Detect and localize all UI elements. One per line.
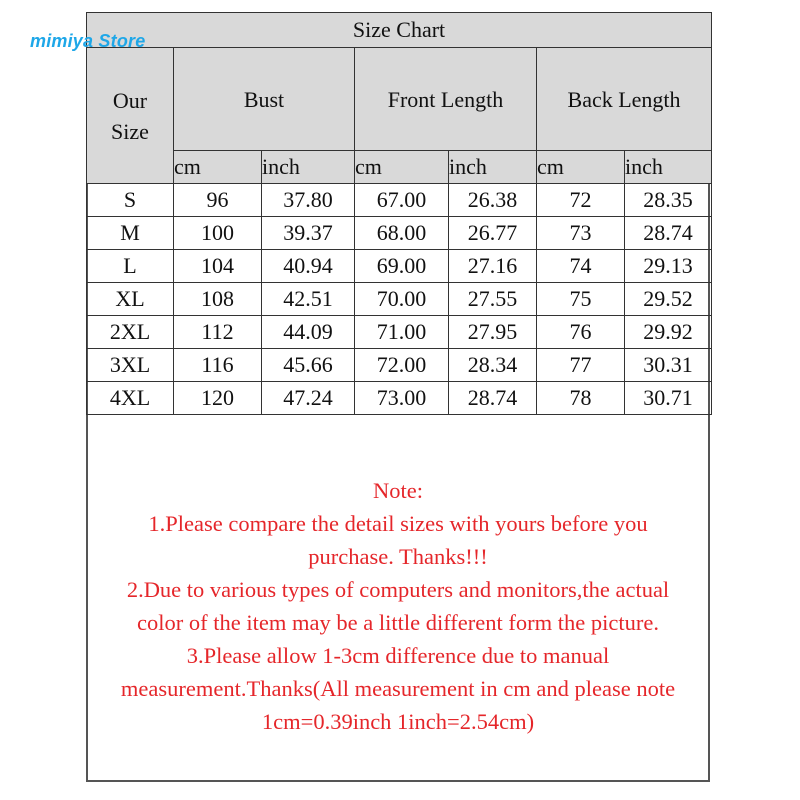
measurement-cell: 39.37: [262, 217, 355, 250]
measurement-cell: 27.16: [449, 250, 537, 283]
measurement-cell: 28.74: [449, 382, 537, 415]
unit-label: cm: [537, 151, 625, 184]
measurement-cell: 29.92: [625, 316, 712, 349]
measurement-cell: 30.71: [625, 382, 712, 415]
bust-header: Bust: [174, 48, 355, 151]
measurement-cell: 112: [174, 316, 262, 349]
size-label-cell: S: [87, 184, 174, 217]
measurement-cell: 76: [537, 316, 625, 349]
note-line: purchase. Thanks!!!: [308, 544, 488, 569]
table-row: [87, 184, 712, 217]
measurement-cell: 74: [537, 250, 625, 283]
note-line: color of the item may be a little different form the picture.: [137, 610, 659, 635]
back-length-header: Back Length: [537, 48, 712, 151]
note-heading: Note:: [373, 478, 423, 503]
measurement-cell: 28.34: [449, 349, 537, 382]
measurement-cell: 116: [174, 349, 262, 382]
size-label-cell: 2XL: [87, 316, 174, 349]
measurement-cell: 47.24: [262, 382, 355, 415]
size-label-cell: M: [87, 217, 174, 250]
measurement-cell: 37.80: [262, 184, 355, 217]
size-label-cell: L: [87, 250, 174, 283]
measurement-cell: 104: [174, 250, 262, 283]
table-row: [87, 217, 712, 250]
measurement-cell: 73: [537, 217, 625, 250]
measurement-cell: 27.55: [449, 283, 537, 316]
measurement-cell: 108: [174, 283, 262, 316]
measurement-cell: 70.00: [355, 283, 449, 316]
size-label-cell: XL: [87, 283, 174, 316]
measurement-cell: 44.09: [262, 316, 355, 349]
measurement-cell: 28.74: [625, 217, 712, 250]
note-line: 2.Due to various types of computers and monitors,the actual: [126, 577, 670, 602]
size-chart-table: [86, 12, 712, 415]
front-length-header: Front Length: [355, 48, 537, 151]
measurement-cell: 72.00: [355, 349, 449, 382]
measurement-cell: 77: [537, 349, 625, 382]
measurement-cell: 28.35: [625, 184, 712, 217]
note-line: 1.Please compare the detail sizes with yours before you: [148, 511, 648, 536]
table-row: [87, 316, 712, 349]
measurement-cell: 40.94: [262, 250, 355, 283]
size-label-cell: 3XL: [87, 349, 174, 382]
measurement-cell: 27.95: [449, 316, 537, 349]
measurement-cell: 67.00: [355, 184, 449, 217]
unit-label: inch: [262, 151, 355, 184]
table-row: [87, 283, 712, 316]
note-line: 3.Please allow 1-3cm difference due to manual: [186, 643, 610, 668]
measurement-cell: 29.13: [625, 250, 712, 283]
measurement-cell: 96: [174, 184, 262, 217]
measurement-cell: 78: [537, 382, 625, 415]
measurement-cell: 69.00: [355, 250, 449, 283]
unit-label: inch: [449, 151, 537, 184]
note-line: 1cm=0.39inch 1inch=2.54cm): [261, 709, 535, 734]
table-row: [87, 382, 712, 415]
measurement-cell: 75: [537, 283, 625, 316]
measurement-cell: 42.51: [262, 283, 355, 316]
note-line: measurement.Thanks(All measurement in cm and please note: [120, 676, 676, 701]
measurement-cell: 72: [537, 184, 625, 217]
measurement-cell: 30.31: [625, 349, 712, 382]
note-block: [88, 474, 708, 738]
size-column-header: Our Size: [87, 48, 174, 184]
size-rows: [87, 184, 712, 415]
table-title: Size Chart: [87, 13, 712, 48]
store-watermark: mimiya Store: [30, 31, 146, 51]
size-label-cell: 4XL: [87, 382, 174, 415]
measurement-cell: 73.00: [355, 382, 449, 415]
measurement-cell: 45.66: [262, 349, 355, 382]
measurement-cell: 26.38: [449, 184, 537, 217]
unit-label: inch: [625, 151, 712, 184]
unit-label: cm: [355, 151, 449, 184]
measurement-cell: 120: [174, 382, 262, 415]
measurement-cell: 29.52: [625, 283, 712, 316]
measurement-cell: 26.77: [449, 217, 537, 250]
table-row: [87, 250, 712, 283]
measurement-cell: 71.00: [355, 316, 449, 349]
table-row: [87, 349, 712, 382]
measurement-cell: 100: [174, 217, 262, 250]
unit-label: cm: [174, 151, 262, 184]
measurement-cell: 68.00: [355, 217, 449, 250]
